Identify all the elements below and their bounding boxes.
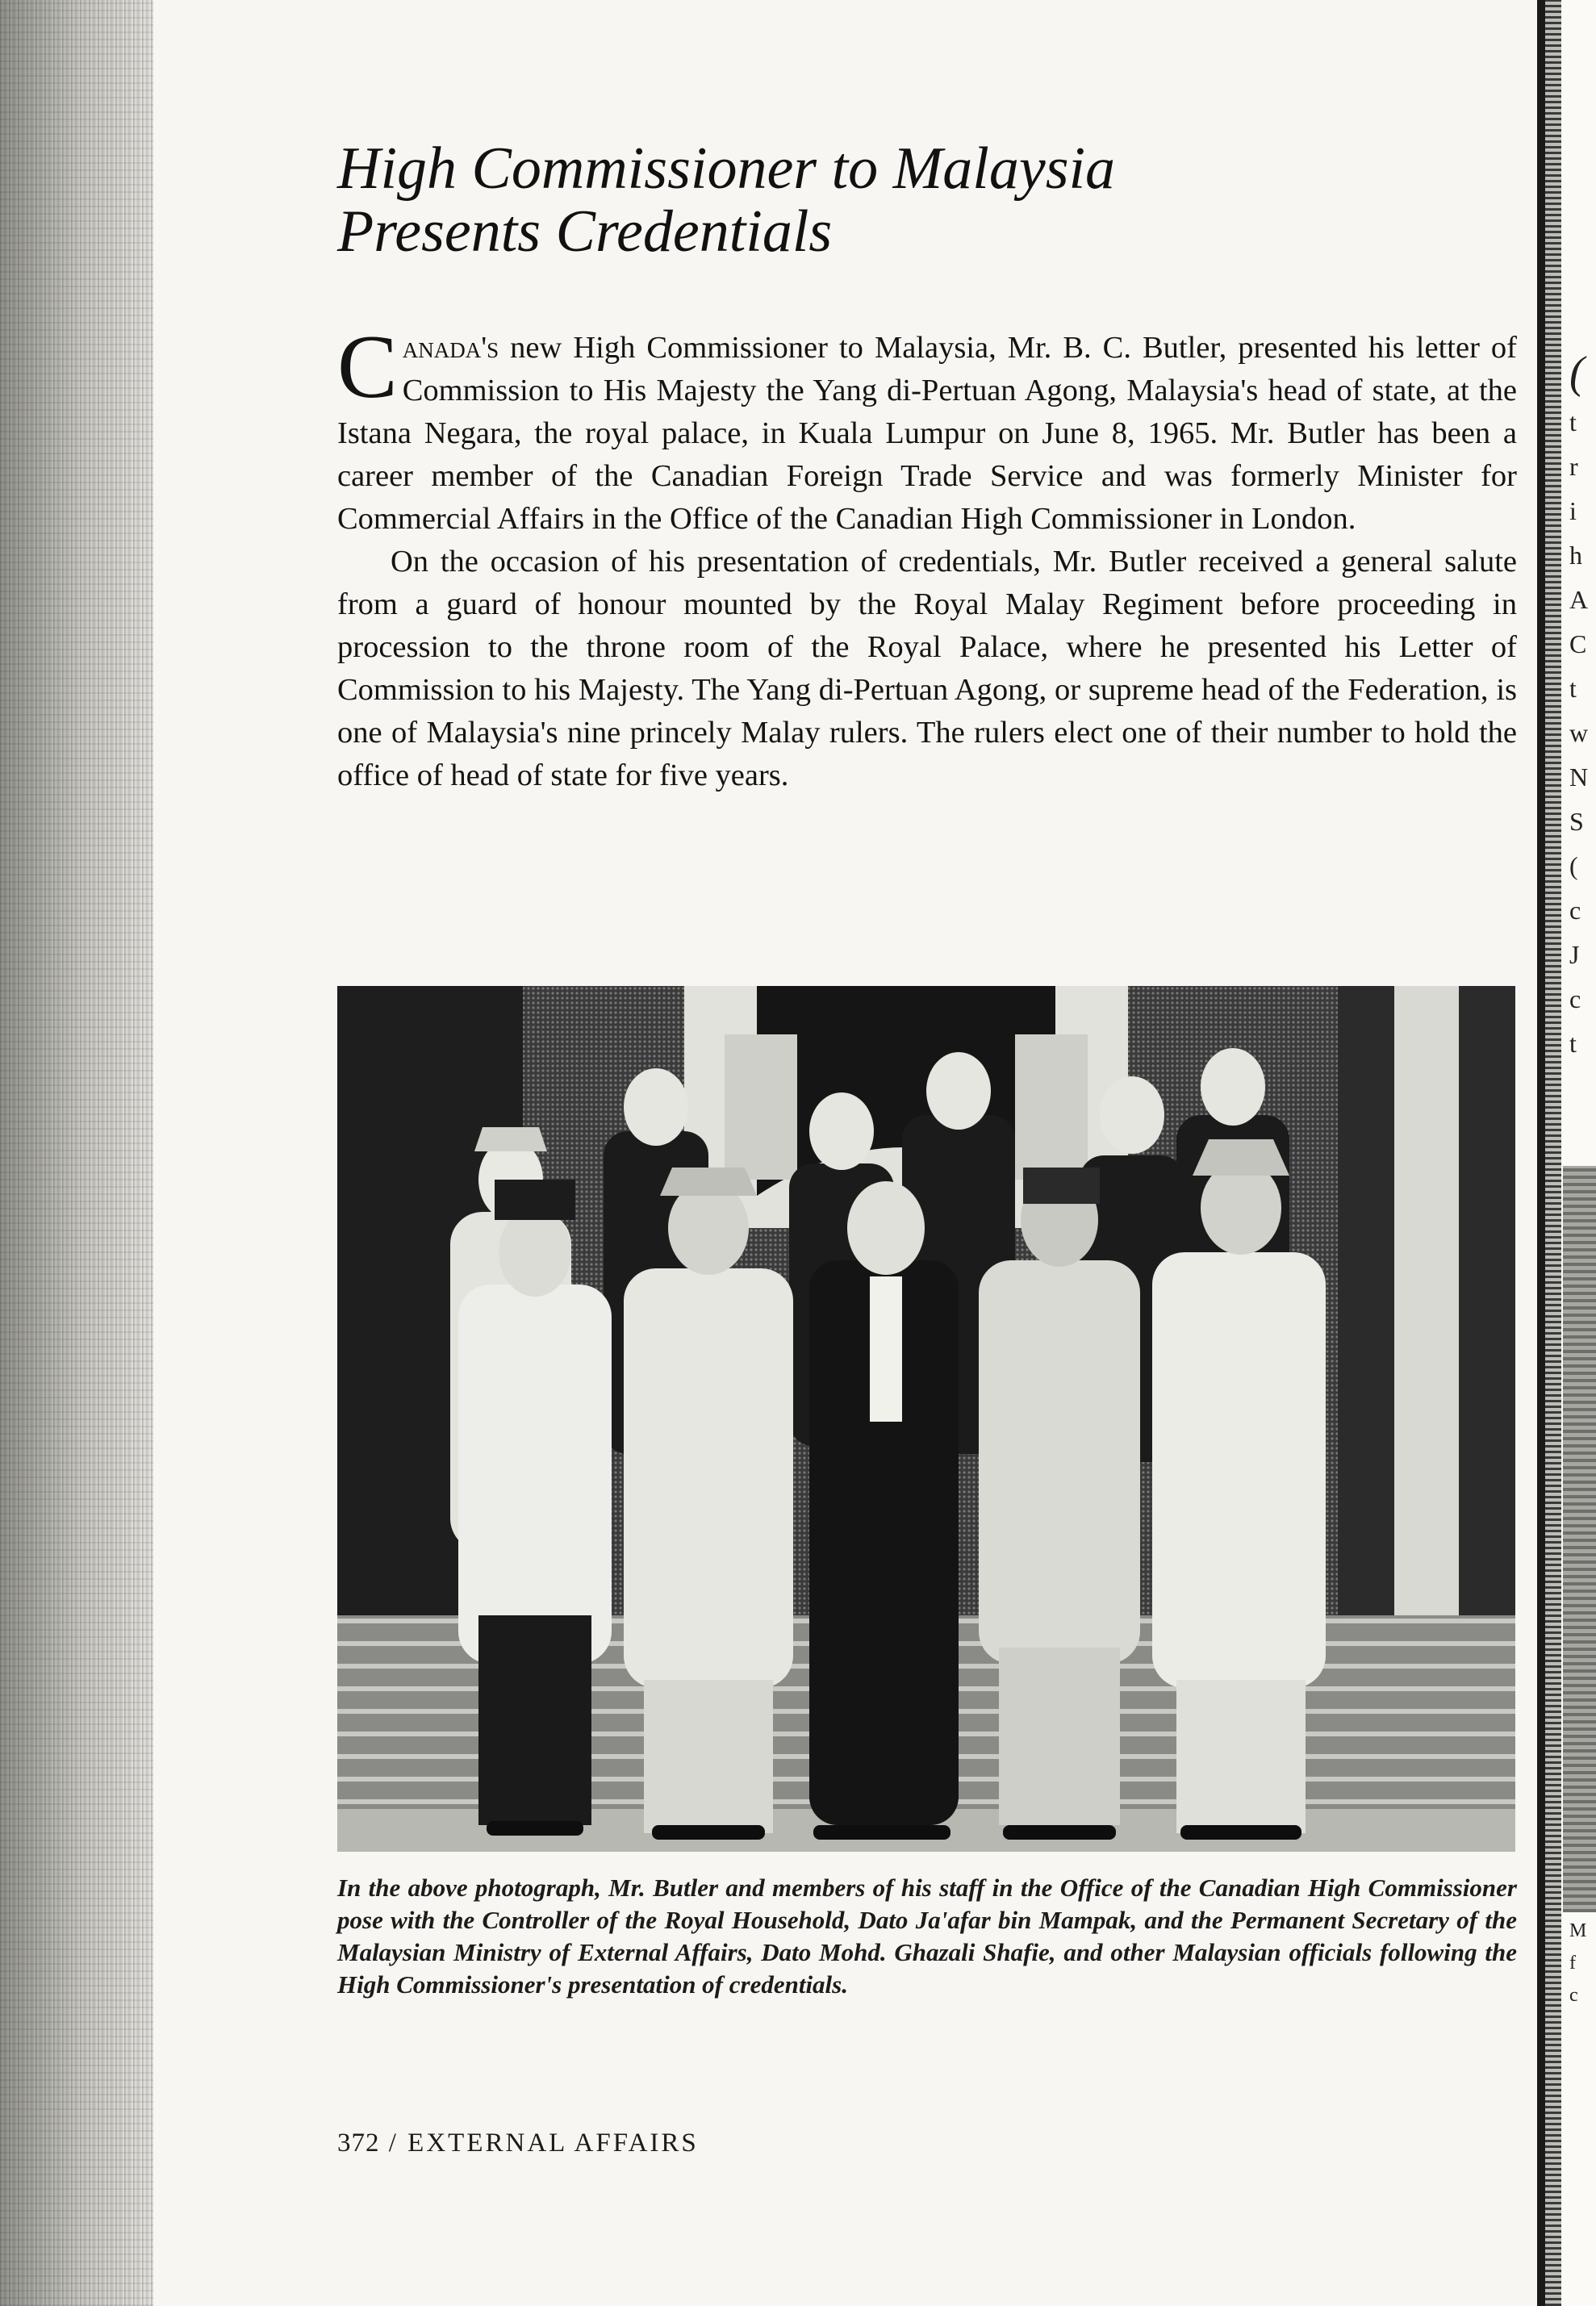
next-page-fragment: S <box>1569 807 1584 836</box>
drop-cap: C <box>337 317 398 417</box>
next-page-fragment: C <box>1569 629 1587 658</box>
folio-separator: / <box>379 2128 408 2158</box>
title-line-1: High Commissioner to Malaysia <box>337 136 1116 202</box>
next-page-fragment: t <box>1569 407 1577 437</box>
publication-name: EXTERNAL AFFAIRS <box>407 2128 699 2158</box>
next-page-fragment: M <box>1569 1920 1587 1941</box>
binding-shadow <box>1545 0 1561 2306</box>
next-page-fragment: c <box>1569 984 1581 1013</box>
next-page-fragment: c <box>1569 1985 1578 2006</box>
group-photograph <box>337 986 1515 1852</box>
article-body <box>337 317 1517 797</box>
title-line-2: Presents Credentials <box>337 198 833 265</box>
page-folio <box>337 2128 699 2158</box>
next-page-fragment: A <box>1569 585 1589 614</box>
photo-illustration <box>337 986 1515 1852</box>
next-page-edge <box>1537 0 1596 2306</box>
next-page-fragment: h <box>1569 541 1582 570</box>
next-page-fragment: i <box>1569 496 1577 525</box>
paragraph-2: On the occasion of his presentation of credentials, Mr. Butler received a general salute from a guard of honour mounted by the Royal Malay Regiment before proceeding in procession to the throne room of the Royal Palace, where he presented his Letter of Commission to his Majesty. The Yang di-Pertuan Agong, or supreme head of the Federation, is one of Malaysia's nine princely Malay rulers. The rulers elect one of their number to hold the office of head of state for five years. <box>337 545 1517 792</box>
next-page-fragment: w <box>1569 718 1589 747</box>
next-page-photo-edge <box>1563 1166 1596 1912</box>
next-page-fragment: J <box>1569 940 1580 969</box>
next-page-fragment: f <box>1569 1953 1576 1974</box>
page-number: 372 <box>337 2128 380 2158</box>
scan-gutter-left <box>0 0 153 2306</box>
next-page-fragment: N <box>1569 762 1589 792</box>
paragraph-1 <box>337 317 1517 541</box>
next-page-fragment: ( <box>1569 348 1585 398</box>
next-page-fragment: c <box>1569 896 1581 925</box>
next-page-fragment: ( <box>1569 851 1578 880</box>
lead-smallcaps: anada's <box>402 331 499 365</box>
next-page-fragment: t <box>1569 1029 1577 1058</box>
next-page-fragment: t <box>1569 674 1577 703</box>
paragraph-1-text: new High Commissioner to Malaysia, Mr. B. C. Butler, presented his letter of Commission to His Majesty the Yang di-Pertuan Agong, Malaysia's head of state, at the Istana Negara, the royal palace, in Kuala Lumpur on June 8, 1965. Mr. Butler has been a career member of the Canadian Foreign Trade Service and was formerly Minister for Commercial Affairs in the Office of the Canadian High Commissioner in London. <box>337 331 1517 536</box>
article-title <box>337 137 1265 263</box>
photo-caption: In the above photograph, Mr. Butler and members of his staff in the Office of the Canadian High Commissioner pose with the Controller of the Royal Household, Dato Ja'afar bin Mampak, and the Permanent Secretary of the Malaysian Ministry of External Affairs, Dato Mohd. Ghazali Shafie, and other Malaysian officials following the High Commissioner's presentation of credentials. <box>337 1874 1517 1999</box>
next-page-fragment: r <box>1569 452 1578 481</box>
